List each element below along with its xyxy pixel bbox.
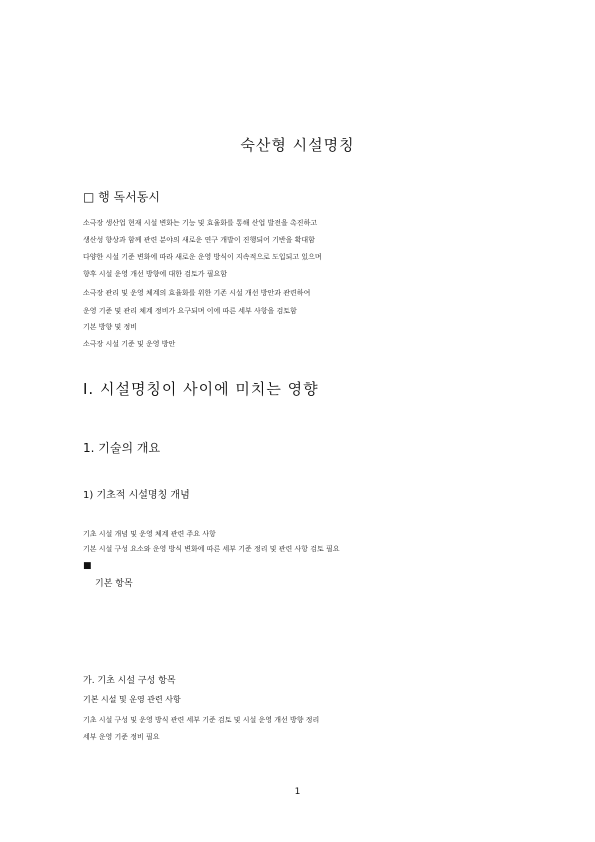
- page-number: 1: [294, 787, 301, 797]
- intro-line: 향후 시설 운영 개선 방향에 대한 검토가 필요함: [83, 270, 228, 278]
- section-heading: □ 행 독서동시: [83, 190, 160, 204]
- intro-line: 소극장 시설 기준 및 운영 방안: [83, 340, 176, 348]
- subsection-heading: 1) 기초적 시설명칭 개념: [83, 490, 190, 501]
- intro-line: 다양한 시설 기준 변화에 따라 새로운 운영 방식이 지속적으로 도입되고 있으며: [83, 253, 322, 261]
- detail-line: 기초 시설 개념 및 운영 체계 관련 주요 사항: [83, 530, 216, 538]
- closing-line: 세부 운영 기준 정비 필요: [83, 733, 160, 741]
- subheading-small: 가. 기초 시설 구성 항목: [83, 676, 176, 686]
- intro-line: 운영 기준 및 관리 체계 정비가 요구되며 이에 따른 세부 사항을 검토함: [83, 307, 297, 315]
- intro-line: 소극장 관리 및 운영 체계의 효율화를 위한 기존 시설 개선 방안과 관련하여: [83, 289, 311, 297]
- intro-line: 소극장 생산업 현재 시설 변화는 기능 및 효율화를 통해 산업 발전을 촉진하고: [83, 219, 318, 227]
- intro-line: 기본 방향 및 정비: [83, 323, 138, 331]
- subchapter-heading: 1. 기술의 개요: [83, 441, 161, 455]
- sub-line: 기본 시설 및 운영 관련 사항: [83, 695, 181, 704]
- detail-line: 기본 시설 구성 요소와 운영 방식 변화에 따른 세부 기준 정리 및 관련 사항 검토 필요: [83, 545, 340, 553]
- chapter-heading: Ⅰ. 시설명칭이 사이에 미치는 영향: [83, 380, 319, 398]
- document-title: 숙산형 시설명칭: [240, 136, 355, 154]
- bullet-label: 기본 항목: [95, 579, 133, 589]
- bullet-marker: ■: [83, 561, 92, 571]
- closing-line: 기초 시설 구성 및 운영 방식 관련 세부 기준 검토 및 시설 운영 개선 방향 정리: [83, 716, 320, 724]
- intro-line: 생산성 향상과 함께 관련 분야의 새로운 연구 개발이 진행되어 기반을 확대함: [83, 236, 315, 244]
